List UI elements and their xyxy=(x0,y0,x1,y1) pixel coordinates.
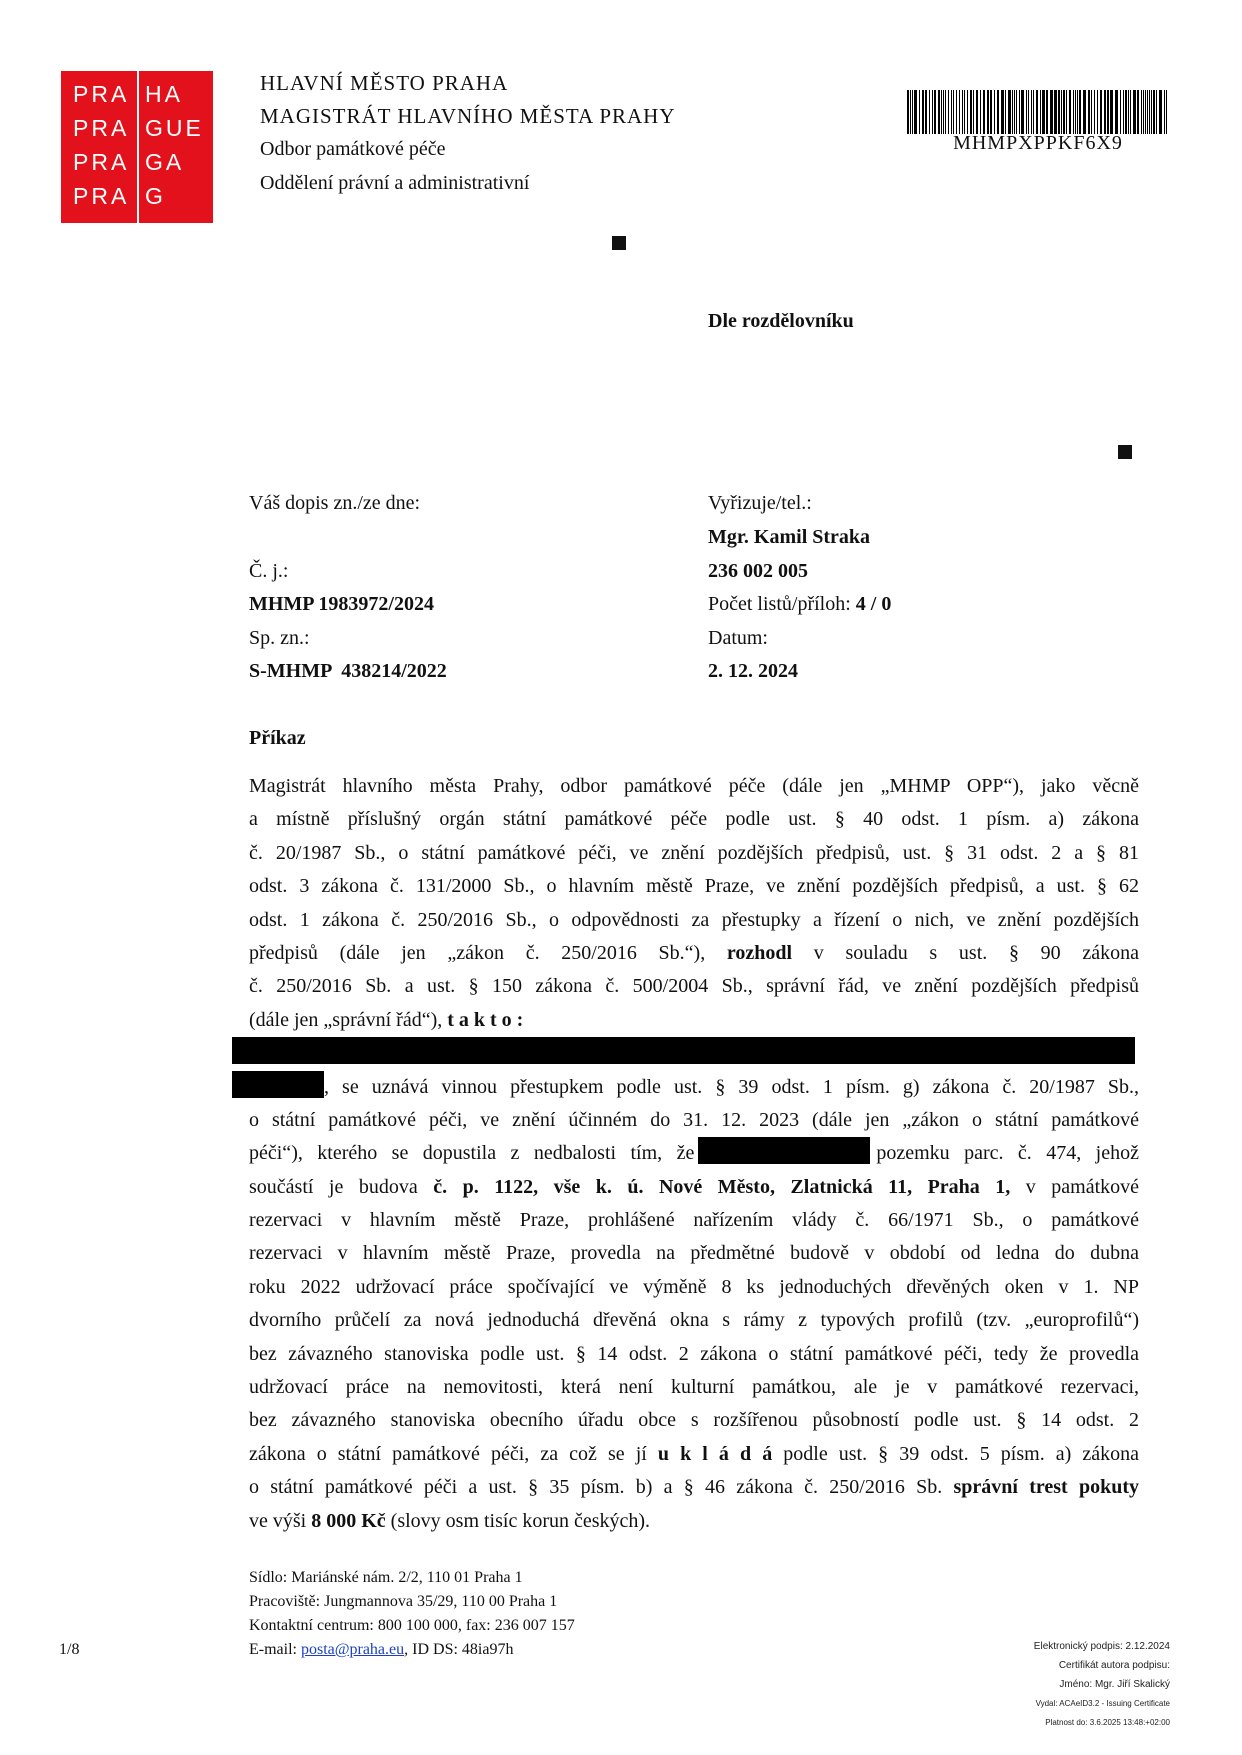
barcode-bar xyxy=(1046,90,1048,134)
body-line: č. 20/1987 Sb., o státní památkové péči, ve znění pozdějších předpisů, ust. § 31 odst. 2 a § 81 xyxy=(249,841,1139,864)
barcode-bar xyxy=(1019,90,1020,134)
barcode-bar xyxy=(1115,90,1118,134)
barcode-bar xyxy=(925,90,927,134)
barcode-bar xyxy=(959,90,960,134)
barcode-bar xyxy=(1149,90,1150,134)
barcode-bar xyxy=(956,90,957,134)
barcode-bar xyxy=(1026,90,1027,134)
handled-by-label: Vyřizuje/tel.: xyxy=(708,492,812,514)
barcode-bar xyxy=(907,90,909,134)
body-line: bez závazného stanoviska obecního úřadu obce s rozšířenou působností podle ust. § 14 odst. 2 xyxy=(249,1409,1139,1432)
barcode-bar xyxy=(1088,90,1090,134)
barcode-bar xyxy=(1079,90,1081,134)
date-label: Datum: xyxy=(708,627,768,649)
barcode-bar xyxy=(967,90,968,134)
barcode-bar xyxy=(1125,90,1127,134)
body-line: udržovací práce na nemovitosti, která není kulturní památkou, ale je v památkové rezervaci, xyxy=(249,1376,1139,1399)
barcode-bar xyxy=(1141,90,1142,134)
barcode-bar xyxy=(919,90,920,134)
barcode-bar xyxy=(1143,90,1144,134)
barcode-bar xyxy=(948,90,949,134)
barcode-bar xyxy=(1153,90,1155,134)
barcode-bar xyxy=(962,90,963,134)
barcode-bar xyxy=(1061,90,1062,134)
barcode-bar xyxy=(1001,90,1004,134)
body-line: , se uznává vinnou přestupkem podle ust. § 39 odst. 1 písm. g) zákona č. 20/1987 Sb., xyxy=(232,1071,1139,1104)
your-letter-label: Váš dopis zn./ze dne: xyxy=(249,492,421,514)
header-department: Odbor památkové péče xyxy=(260,138,446,160)
barcode-bar xyxy=(1021,90,1024,134)
barcode-bar xyxy=(1040,90,1041,134)
body-line: odst. 3 zákona č. 131/2000 Sb., o hlavním městě Praze, ve znění pozdějších předpisů, a ust. § 62 xyxy=(249,875,1139,898)
barcode-bar xyxy=(914,90,917,134)
body-line: a místně příslušný orgán státní památkové péče podle ust. § 40 odst. 1 písm. a) zákona xyxy=(249,808,1139,831)
body-line: bez závazného stanoviska podle ust. § 14 odst. 2 zákona o státní památkové péči, tedy že provedla xyxy=(249,1342,1139,1365)
body-line: rezervaci v hlavním městě Praze, provedla na předmětné budově v období od ledna do dubna xyxy=(249,1242,1139,1265)
barcode-code: MHMPXPPKF6X9 xyxy=(953,132,1123,154)
body-line: odst. 1 zákona č. 250/2016 Sb., o odpovědnosti za přestupky a řízení o nich, ve znění pozdějších xyxy=(249,908,1139,931)
barcode-bar xyxy=(1077,90,1078,134)
signature-name: Jméno: Mgr. Jiří Skalický xyxy=(1059,1679,1170,1690)
redaction-bar xyxy=(232,1037,1135,1064)
redaction-bar xyxy=(698,1137,870,1164)
barcode-bar xyxy=(1130,90,1131,134)
page-number: 1/8 xyxy=(59,1641,80,1658)
barcode-bar xyxy=(1133,90,1136,134)
handled-by-name: Mgr. Kamil Straka xyxy=(708,526,871,548)
redacted-line xyxy=(249,1037,1139,1070)
barcode-bar xyxy=(945,90,946,134)
barcode-bar xyxy=(922,90,924,134)
barcode-bar xyxy=(938,90,940,134)
body-line: (dále jen „správní řád“), t a k t o : xyxy=(249,1008,524,1031)
barcode-bar xyxy=(1166,90,1167,134)
barcode-bar xyxy=(932,90,933,134)
barcode-bar xyxy=(1145,90,1146,134)
barcode xyxy=(907,90,1169,134)
fold-mark xyxy=(1118,445,1132,459)
electronic-signature xyxy=(1000,1637,1170,1732)
barcode-bar xyxy=(1054,90,1057,134)
barcode-bar xyxy=(1073,90,1074,134)
barcode-bar xyxy=(1147,90,1148,134)
handled-by-phone: 236 002 005 xyxy=(708,560,808,582)
header-city: HLAVNÍ MĚSTO PRAHA xyxy=(260,71,509,95)
barcode-bar xyxy=(1033,90,1034,134)
order-body xyxy=(249,770,1139,1538)
signature-cert-label: Certifikát autora podpisu: xyxy=(1058,1660,1170,1671)
barcode-bar xyxy=(1107,90,1109,134)
barcode-bar xyxy=(943,90,944,134)
barcode-bar xyxy=(1012,90,1013,134)
body-line: součástí je budova č. p. 1122, vše k. ú. Nové Město, Zlatnická 11, Praha 1, v památkové xyxy=(249,1175,1140,1198)
redaction-bar xyxy=(232,1071,324,1098)
barcode-bar xyxy=(994,90,995,134)
body-line: péči“), kterého se dopustila z nedbalosti tím, že pozemku parc. č. 474, jehož xyxy=(249,1137,1139,1170)
logo-row: PRA GUE xyxy=(73,115,204,141)
barcode-bar xyxy=(997,90,999,134)
barcode-bar xyxy=(1159,90,1162,134)
barcode-bar xyxy=(1014,90,1015,134)
signature-validity: Platnost do: 3.6.2025 13:48:+02:00 xyxy=(1045,1718,1170,1727)
barcode-bar xyxy=(1100,90,1102,134)
barcode-bar xyxy=(1036,90,1038,134)
document-title: Příkaz xyxy=(249,727,306,749)
email-link[interactable]: posta@praha.eu xyxy=(300,1641,405,1658)
logo-row: PRA HA xyxy=(73,81,183,107)
barcode-bar xyxy=(1050,90,1053,134)
footer-contacts xyxy=(249,1566,575,1662)
barcode-bar xyxy=(953,90,954,134)
reference-number: MHMP 1983972/2024 xyxy=(249,593,434,615)
file-mark-label: Sp. zn.: xyxy=(249,627,310,649)
barcode-bar xyxy=(1123,90,1124,134)
barcode-bar xyxy=(1097,90,1098,134)
barcode-bar xyxy=(910,90,911,134)
footer-email-line: E-mail: posta@praha.eu, ID DS: 48ia97h xyxy=(249,1641,514,1658)
signature-date: Elektronický podpis: 2.12.2024 xyxy=(1033,1641,1170,1652)
barcode-bar xyxy=(1005,90,1006,134)
body-line: o státní památkové péči, ve znění účinném do 31. 12. 2023 (dále jen „zákon o státní památkové xyxy=(249,1108,1139,1131)
footer-seat: Sídlo: Mariánské nám. 2/2, 110 01 Praha 1 xyxy=(249,1569,523,1586)
fold-mark xyxy=(612,236,626,250)
barcode-bar xyxy=(1128,90,1129,134)
logo-row: PRA GA xyxy=(73,149,185,175)
barcode-bar xyxy=(1058,90,1060,134)
barcode-bar xyxy=(987,90,989,134)
barcode-bar xyxy=(1110,90,1113,134)
barcode-bar xyxy=(1063,90,1065,134)
recipient: Dle rozdělovníku xyxy=(708,310,854,332)
header-magistrate: MAGISTRÁT HLAVNÍHO MĚSTA PRAHY xyxy=(260,104,676,128)
barcode-bar xyxy=(951,90,952,134)
barcode-bar xyxy=(1156,90,1157,134)
barcode-bar xyxy=(1028,90,1029,134)
barcode-bar xyxy=(941,90,942,134)
signature-issuer: Vydal: ACAeID3.2 - Issuing Certificate xyxy=(1035,1699,1170,1708)
footer-workplace: Pracoviště: Jungmannova 35/29, 110 00 Praha 1 xyxy=(249,1593,558,1610)
barcode-bar xyxy=(1008,90,1011,134)
barcode-bar xyxy=(1120,90,1121,134)
praha-logo xyxy=(61,71,213,223)
logo-row: PRA G xyxy=(73,183,166,209)
barcode-bar xyxy=(980,90,981,134)
barcode-bar xyxy=(1151,90,1152,134)
body-line: rezervaci v hlavním městě Praze, prohlášené nařízením vlády č. 66/1971 Sb., o památkové xyxy=(249,1209,1139,1232)
barcode-bar xyxy=(934,90,936,134)
barcode-bar xyxy=(964,90,965,134)
footer-contact-centre: Kontaktní centrum: 800 100 000, fax: 236 007 157 xyxy=(249,1617,575,1634)
header-section: Oddělení právní a administrativní xyxy=(260,172,530,194)
sheets-count: Počet listů/příloh: 4 / 0 xyxy=(708,593,892,615)
barcode-bar xyxy=(1069,90,1071,134)
barcode-bar xyxy=(983,90,985,134)
barcode-bar xyxy=(1094,90,1095,134)
body-line: ve výši 8 000 Kč (slovy osm tisíc korun českých). xyxy=(249,1509,651,1532)
barcode-bar xyxy=(1164,90,1165,134)
body-line: předpisů (dále jen „zákon č. 250/2016 Sb.“), rozhodl v souladu s ust. § 90 zákona xyxy=(249,941,1139,964)
barcode-bar xyxy=(1091,90,1092,134)
barcode-bar xyxy=(1016,90,1017,134)
barcode-bar xyxy=(1031,90,1032,134)
barcode-bar xyxy=(1066,90,1067,134)
barcode-bar xyxy=(973,90,974,134)
barcode-bar xyxy=(990,90,992,134)
body-line: zákona o státní památkové péči, za což se jí u k l á d á podle ust. § 39 odst. 5 písm. a) zákona xyxy=(249,1442,1139,1465)
body-line: č. 250/2016 Sb. a ust. § 150 zákona č. 500/2004 Sb., správní řád, ve znění pozdějších předpisů xyxy=(249,975,1139,998)
barcode-bar xyxy=(976,90,978,134)
barcode-bar xyxy=(1075,90,1076,134)
barcode-bar xyxy=(929,90,930,134)
body-line: roku 2022 udržovací práce spočívající ve výměně 8 ks jednoduchých dřevěných oken v 1. NP xyxy=(249,1275,1139,1298)
barcode-bar xyxy=(1104,90,1106,134)
body-line: dvorního průčelí za nová jednoduchá dřevěná okna s rámy z typových profilů (tzv. „europrofilů“) xyxy=(249,1309,1139,1332)
date-value: 2. 12. 2024 xyxy=(708,660,798,682)
reference-label: Č. j.: xyxy=(249,560,289,582)
body-line: o státní památkové péči a ust. § 35 písm. b) a § 46 zákona č. 250/2016 Sb. správní trest pokuty xyxy=(249,1476,1139,1499)
barcode-bar xyxy=(970,90,972,134)
barcode-bar xyxy=(912,90,913,134)
barcode-bar xyxy=(1042,90,1045,134)
file-mark-number: S-MHMP 438214/2022 xyxy=(249,660,447,682)
barcode-bar xyxy=(1137,90,1139,134)
body-line: Magistrát hlavního města Prahy, odbor památkové péče (dále jen „MHMP OPP“), jako věcně xyxy=(249,775,1139,797)
barcode-bar xyxy=(1083,90,1086,134)
